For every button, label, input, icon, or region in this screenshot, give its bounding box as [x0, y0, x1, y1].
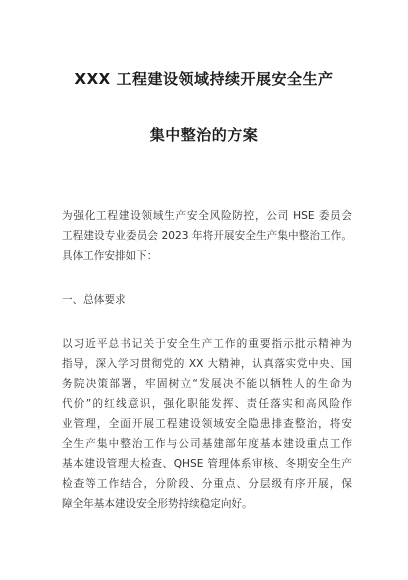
intro-paragraph — [62, 206, 352, 266]
body-paragraph — [62, 334, 352, 514]
body-line: 务院决策部署，牢固树立“发展决不能以牺牲人的生命为 — [62, 378, 352, 390]
body-line: 指导，深入学习贯彻党的 XX 大精神，认真落实党中央、国 — [62, 358, 352, 370]
body-line: 全生产集中整治工作与公司基建部年度基本建设重点工作 — [62, 438, 352, 450]
body-line: 以习近平总书记关于安全生产工作的重要指示批示精神为 — [62, 338, 352, 350]
document-title-line-1: XXX 工程建设领域持续开展安全生产 — [74, 70, 334, 88]
body-line: 业管理，全面开展工程建设领域安全隐患排查整治，将安 — [62, 418, 352, 430]
document-title-line-2: 集中整治的方案 — [149, 126, 259, 144]
intro-line: 具体工作安排如下： — [62, 250, 158, 262]
body-line: 基本建设管理大检查、QHSE 管理体系审核、冬期安全生产 — [62, 458, 352, 470]
section-heading — [62, 290, 352, 310]
body-line: 代价”的红线意识，强化职能发挥、责任落实和高风险作 — [62, 398, 352, 410]
intro-line: 工程建设专业委员会 2023 年将开展安全生产集中整治工作。 — [62, 230, 352, 242]
intro-line: 为强化工程建设领域生产安全风险防控，公司 HSE 委员会 — [62, 210, 352, 222]
body-line: 障全年基本建设安全形势持续稳定向好。 — [62, 498, 253, 510]
body-line: 检查等工作结合，分阶段、分重点、分层级有序开展，保 — [62, 478, 352, 490]
section-heading-text: 一、总体要求 — [62, 294, 126, 306]
